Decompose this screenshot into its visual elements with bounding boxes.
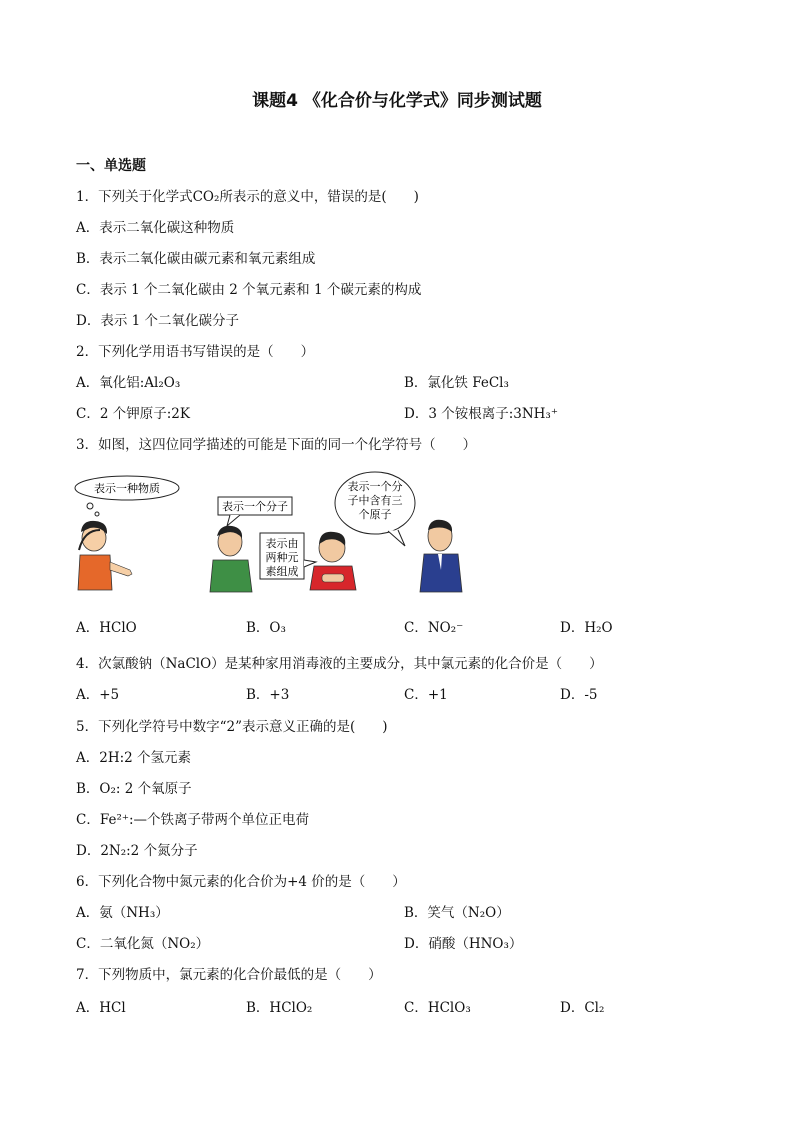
question-5-stem: 5．下列化学符号中数字“2”表示意义正确的是( ) bbox=[76, 719, 388, 735]
question-2-stem: 2．下列化学用语书写错误的是（ ） bbox=[76, 344, 315, 360]
question-6-stem: 6．下列化合物中氮元素的化合价为+4 价的是（ ） bbox=[76, 874, 406, 890]
question-1-option-b: B．表示二氧化碳由碳元素和氧元素组成 bbox=[76, 251, 316, 267]
question-4-option-c: C．+1 bbox=[404, 687, 448, 703]
question-1-option-c: C．表示 1 个二氧化碳由 2 个氧元素和 1 个碳元素的构成 bbox=[76, 282, 422, 298]
question-7-option-b: B．HClO₂ bbox=[246, 1000, 313, 1016]
question-4-option-d: D．-5 bbox=[560, 687, 598, 703]
page-title: 课题4 《化合价与化学式》同步测试题 bbox=[252, 91, 542, 111]
question-4-stem: 4．次氯酸钠（NaClO）是某种家用消毒液的主要成分，其中氯元素的化合价是（ ） bbox=[76, 656, 603, 672]
bubble-3-line-2: 两种元 bbox=[265, 551, 299, 564]
question-3-option-d: D．H₂O bbox=[560, 620, 613, 636]
bubble-4-line-2: 子中含有三 bbox=[347, 494, 403, 507]
bubble-1-text: 表示一种物质 bbox=[94, 482, 160, 495]
student-boy-1-figure bbox=[210, 526, 252, 592]
bubble-2-text: 表示一个分子 bbox=[222, 500, 288, 513]
question-3-option-c: C．NO₂⁻ bbox=[404, 620, 464, 636]
question-1-stem: 1．下列关于化学式CO₂所表示的意义中，错误的是( ) bbox=[76, 189, 419, 205]
speech-bubble-3 bbox=[260, 533, 316, 579]
section-heading: 一、单选题 bbox=[76, 158, 146, 174]
question-1-option-a: A．表示二氧化碳这种物质 bbox=[76, 220, 235, 236]
question-7-option-d: D．Cl₂ bbox=[560, 1000, 605, 1016]
thought-bubble-1 bbox=[75, 476, 179, 516]
question-1-option-d: D．表示 1 个二氧化碳分子 bbox=[76, 313, 239, 329]
bubble-4-line-3: 个原子 bbox=[358, 508, 392, 521]
question-5-option-a: A．2H:2 个氢元素 bbox=[76, 750, 192, 766]
speech-bubble-4 bbox=[335, 472, 415, 546]
question-6-option-c: C．二氧化氮（NO₂） bbox=[76, 936, 210, 952]
question-2-option-b: B．氯化铁 FeCl₃ bbox=[404, 375, 509, 391]
bubble-3-line-1: 表示由 bbox=[265, 537, 299, 550]
question-7-stem: 7．下列物质中，氯元素的化合价最低的是（ ） bbox=[76, 967, 382, 983]
question-3-option-b: B．O₃ bbox=[246, 620, 286, 636]
question-3-option-a: A．HClO bbox=[76, 620, 137, 636]
question-2-option-d: D．3 个铵根离子:3NH₃⁺ bbox=[404, 406, 558, 422]
bubble-4-line-1: 表示一个分 bbox=[347, 480, 403, 493]
question-5-option-d: D．2N₂:2 个氮分子 bbox=[76, 843, 198, 859]
question-2-option-a: A．氧化铝:Al₂O₃ bbox=[76, 375, 181, 391]
question-6-option-a: A．氨（NH₃） bbox=[76, 905, 169, 921]
speech-bubble-2 bbox=[218, 497, 292, 526]
question-5-option-c: C．Fe²⁺:—个铁离子带两个单位正电荷 bbox=[76, 812, 310, 828]
student-boy-2-figure bbox=[310, 532, 356, 590]
student-girl-figure bbox=[78, 521, 132, 590]
question-4-option-b: B．+3 bbox=[246, 687, 290, 703]
question-6-option-d: D．硝酸（HNO₃） bbox=[404, 936, 523, 952]
question-6-option-b: B．笑气（N₂O） bbox=[404, 905, 510, 921]
question-5-option-b: B．O₂: 2 个氧原子 bbox=[76, 781, 192, 797]
teacher-figure bbox=[420, 520, 462, 592]
question-4-option-a: A．+5 bbox=[76, 687, 120, 703]
question-3-stem: 3．如图，这四位同学描述的可能是下面的同一个化学符号（ ） bbox=[76, 437, 477, 453]
question-3-illustration bbox=[70, 470, 470, 600]
question-2-option-c: C．2 个钾原子:2K bbox=[76, 406, 190, 422]
question-7-option-a: A．HCl bbox=[76, 1000, 126, 1016]
question-7-option-c: C．HClO₃ bbox=[404, 1000, 471, 1016]
bubble-3-line-3: 素组成 bbox=[265, 565, 299, 578]
